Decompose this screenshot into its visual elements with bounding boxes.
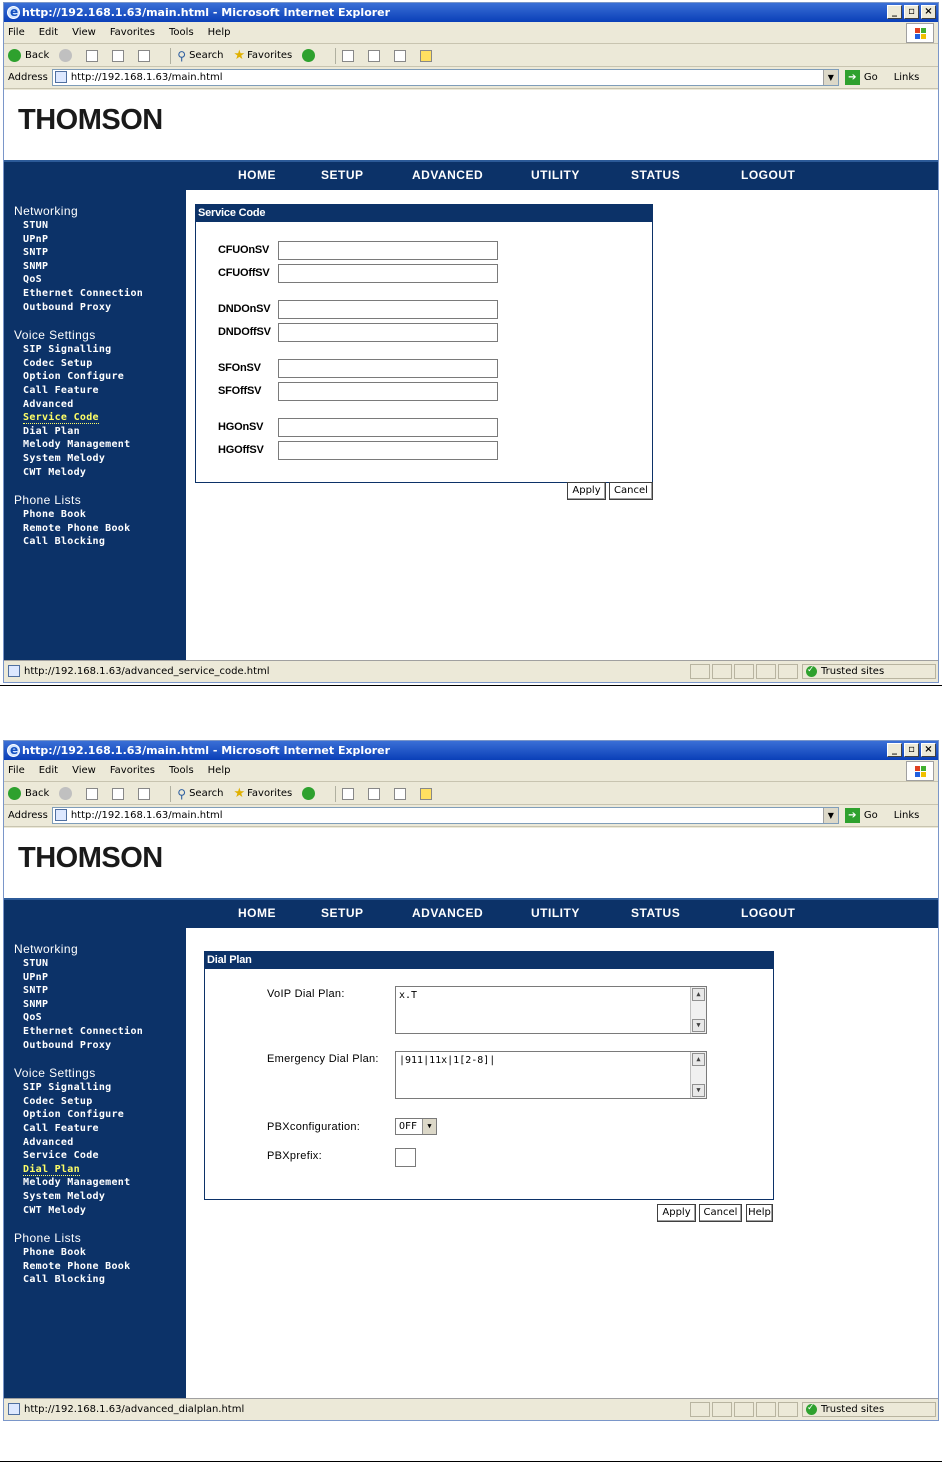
favorites-button[interactable]: ★ Favorites	[233, 786, 293, 801]
refresh-button[interactable]	[112, 50, 128, 62]
sidebar-item-stun[interactable]: STUN	[23, 958, 49, 969]
mail-icon	[342, 50, 354, 62]
address-bar	[4, 805, 938, 827]
history-icon	[302, 787, 315, 800]
status-segment	[712, 664, 732, 679]
back-arrow-icon	[8, 787, 21, 800]
sidebar-item-upnp[interactable]: UPnP	[23, 971, 49, 983]
top-navigation	[4, 160, 938, 190]
browser-window-service-code	[3, 2, 939, 683]
cancel-button[interactable]: Cancel	[699, 1204, 742, 1222]
sidebar-item-call-feature[interactable]: Call Feature	[23, 384, 99, 396]
menu-bar	[4, 760, 938, 782]
sidebar-item-outbound-proxy[interactable]: Outbound Proxy	[23, 301, 112, 313]
apply-button[interactable]: Apply	[657, 1204, 696, 1222]
help-button[interactable]: Help	[746, 1204, 773, 1222]
top-navigation	[4, 898, 938, 928]
thomson-logo: THOMSON	[18, 842, 163, 874]
go-button[interactable]: ➔ Go	[845, 70, 878, 85]
stop-icon	[86, 50, 98, 62]
sfonsv-label: SFOnSV	[218, 362, 261, 374]
toolbar	[4, 783, 938, 805]
mail-button[interactable]	[342, 788, 358, 800]
nav-logout[interactable]: LOGOUT	[741, 906, 796, 920]
sidebar-item-codec-setup[interactable]: Codec Setup	[23, 1095, 93, 1107]
sidebar-item-system-melody[interactable]: System Melody	[23, 452, 106, 464]
address-label: Address	[8, 810, 48, 821]
cfuoffsv-input[interactable]	[278, 264, 498, 283]
nav-home[interactable]: HOME	[238, 906, 276, 920]
history-button[interactable]	[302, 787, 319, 800]
sidebar-item-melody-management[interactable]: Melody Management	[23, 439, 131, 451]
window-title: http://192.168.1.63/main.html - Microsoft Internet Explorer	[22, 6, 391, 19]
sidebar-item-outbound-proxy[interactable]: Outbound Proxy	[23, 1039, 112, 1051]
edit-icon	[394, 788, 406, 800]
home-button[interactable]	[138, 50, 154, 62]
browser-window-dial-plan	[3, 740, 939, 1421]
status-segment	[756, 664, 776, 679]
dial-plan-panel	[204, 951, 774, 1200]
links-button[interactable]: Links	[893, 72, 920, 83]
thomson-logo: THOMSON	[18, 104, 163, 136]
menu-tools[interactable]: Tools	[169, 27, 194, 38]
history-button[interactable]	[302, 49, 319, 62]
panel-title: Service Code	[196, 205, 652, 222]
sidebar-item-qos[interactable]: QoS	[23, 1012, 42, 1024]
status-segment	[756, 1402, 776, 1417]
sidebar	[4, 928, 186, 1398]
cfuoffsv-label: CFUOffSV	[218, 267, 270, 279]
search-button[interactable]: ⚲ Search	[177, 786, 224, 801]
status-segment	[734, 1402, 754, 1417]
ie-icon	[7, 6, 20, 19]
status-bar	[4, 1398, 938, 1420]
security-zone: ✓ Trusted sites	[802, 664, 936, 679]
status-segment	[690, 664, 710, 679]
dndoffsv-input[interactable]	[278, 323, 498, 342]
sidebar-item-phone-book[interactable]: Phone Book	[23, 1247, 87, 1259]
address-dropdown-icon[interactable]: ▼	[823, 808, 838, 823]
edit-button[interactable]	[394, 788, 410, 800]
nav-home[interactable]: HOME	[238, 168, 276, 182]
sidebar-item-call-blocking[interactable]: Call Blocking	[23, 1274, 106, 1286]
refresh-icon	[112, 50, 124, 62]
hgonsv-label: HGOnSV	[218, 421, 264, 433]
sidebar-item-dial-plan[interactable]: Dial Plan	[23, 425, 80, 437]
note-icon	[420, 788, 432, 800]
sidebar-section-voice-settings: Voice Settings	[14, 1066, 96, 1081]
sidebar-item-advanced[interactable]: Advanced	[23, 1136, 74, 1148]
page-content	[4, 828, 938, 1398]
close-button[interactable]: ×	[921, 743, 936, 757]
separator-line	[0, 685, 942, 686]
sidebar-item-ethernet-connection[interactable]: Ethernet Connection	[23, 1025, 144, 1037]
search-button[interactable]: ⚲ Search	[177, 48, 224, 63]
sidebar-item-dial-plan[interactable]: Dial Plan	[23, 1163, 80, 1175]
star-icon: ★	[233, 48, 246, 63]
go-arrow-icon: ➔	[845, 808, 860, 823]
sidebar-item-sip-signalling[interactable]: SIP Signalling	[23, 344, 112, 356]
status-url: http://192.168.1.63/advanced_dialplan.html	[24, 1404, 245, 1415]
edit-button[interactable]	[394, 50, 410, 62]
address-label: Address	[8, 72, 48, 83]
voip-dial-plan-label: VoIP Dial Plan:	[267, 988, 345, 1000]
messenger-button[interactable]	[420, 50, 436, 62]
nav-setup[interactable]: SETUP	[321, 168, 364, 182]
nav-utility[interactable]: UTILITY	[531, 906, 580, 920]
page-icon	[8, 665, 20, 677]
status-url: http://192.168.1.63/advanced_service_code.html	[24, 666, 270, 677]
textarea-scrollbar[interactable]	[690, 1052, 706, 1098]
security-zone: ✓ Trusted sites	[802, 1402, 936, 1417]
pbx-prefix-label: PBXprefix:	[267, 1150, 322, 1162]
sidebar-item-advanced[interactable]: Advanced	[23, 398, 74, 410]
menu-bar	[4, 22, 938, 44]
pbx-configuration-label: PBXconfiguration:	[267, 1121, 361, 1133]
sidebar-item-sntp[interactable]: SNTP	[23, 985, 49, 997]
page-icon	[8, 1403, 20, 1415]
windows-logo-icon	[906, 761, 934, 781]
menu-help[interactable]: Help	[207, 765, 231, 776]
sidebar-section-networking: Networking	[14, 204, 79, 218]
stop-button[interactable]	[86, 788, 102, 800]
sidebar-item-option-configure[interactable]: Option Configure	[23, 371, 125, 383]
mail-icon	[342, 788, 354, 800]
home-icon	[138, 50, 150, 62]
menu-favorites[interactable]: Favorites	[109, 27, 156, 38]
restore-button[interactable]: ▫	[904, 743, 919, 757]
back-button[interactable]: Back	[8, 49, 49, 62]
go-button[interactable]: ➔ Go	[845, 808, 878, 823]
edit-icon	[394, 50, 406, 62]
scroll-down-icon[interactable]: ▼	[692, 1084, 705, 1097]
sidebar-item-sntp[interactable]: SNTP	[23, 247, 49, 259]
print-button[interactable]	[368, 50, 384, 62]
address-input[interactable]: http://192.168.1.63/main.html ▼	[52, 807, 839, 824]
sidebar-item-phone-book[interactable]: Phone Book	[23, 509, 87, 521]
title-bar	[4, 3, 938, 22]
menu-view[interactable]: View	[72, 765, 96, 776]
emergency-dial-plan-textarea[interactable]: |911|11x|1[2-8]| ▲ ▼	[395, 1051, 707, 1099]
dndoffsv-label: DNDOffSV	[218, 326, 271, 338]
panel-title: Dial Plan	[205, 952, 773, 969]
stop-icon	[86, 788, 98, 800]
sidebar-item-service-code[interactable]: Service Code	[23, 1150, 99, 1162]
sidebar-item-remote-phone-book[interactable]: Remote Phone Book	[23, 1260, 131, 1272]
sidebar-item-snmp[interactable]: SNMP	[23, 260, 49, 272]
forward-arrow-icon	[59, 49, 72, 62]
nav-advanced[interactable]: ADVANCED	[412, 168, 484, 182]
toolbar	[4, 45, 938, 67]
go-arrow-icon: ➔	[845, 70, 860, 85]
nav-utility[interactable]: UTILITY	[531, 168, 580, 182]
sfonsv-input[interactable]	[278, 359, 498, 378]
sfoffsv-input[interactable]	[278, 382, 498, 401]
status-segment	[712, 1402, 732, 1417]
restore-button[interactable]: ▫	[904, 5, 919, 19]
home-icon	[138, 788, 150, 800]
menu-edit[interactable]: Edit	[38, 765, 59, 776]
menu-edit[interactable]: Edit	[38, 27, 59, 38]
sidebar-item-cwt-melody[interactable]: CWT Melody	[23, 1204, 87, 1216]
sidebar-item-codec-setup[interactable]: Codec Setup	[23, 357, 93, 369]
address-bar	[4, 67, 938, 89]
toolbar-separator	[170, 786, 171, 802]
status-segment	[778, 664, 798, 679]
refresh-button[interactable]	[112, 788, 128, 800]
sidebar	[4, 190, 186, 660]
mail-button[interactable]	[342, 50, 358, 62]
status-bar	[4, 660, 938, 682]
page-content	[4, 90, 938, 660]
links-button[interactable]: Links	[893, 810, 920, 821]
cfuonsv-input[interactable]	[278, 241, 498, 260]
close-button[interactable]: ×	[921, 5, 936, 19]
sidebar-item-option-configure[interactable]: Option Configure	[23, 1109, 125, 1121]
minimize-button[interactable]: _	[887, 5, 902, 19]
menu-tools[interactable]: Tools	[169, 765, 194, 776]
sidebar-item-call-feature[interactable]: Call Feature	[23, 1122, 99, 1134]
sfoffsv-label: SFOffSV	[218, 385, 262, 397]
trusted-check-icon	[806, 666, 817, 677]
favorites-button[interactable]: ★ Favorites	[233, 48, 293, 63]
toolbar-separator	[335, 786, 336, 802]
menu-favorites[interactable]: Favorites	[109, 765, 156, 776]
chevron-down-icon: ▼	[422, 1119, 436, 1134]
scroll-down-icon[interactable]: ▼	[692, 1019, 705, 1032]
forward-arrow-icon	[59, 787, 72, 800]
print-icon	[368, 788, 380, 800]
ie-icon	[7, 744, 20, 757]
sidebar-section-networking: Networking	[14, 942, 79, 956]
page-icon	[55, 809, 67, 821]
menu-help[interactable]: Help	[207, 27, 231, 38]
cancel-button[interactable]: Cancel	[609, 482, 653, 500]
scroll-up-icon[interactable]: ▲	[692, 988, 705, 1001]
sidebar-item-qos[interactable]: QoS	[23, 274, 42, 286]
sidebar-section-phone-lists: Phone Lists	[14, 1231, 82, 1246]
star-icon: ★	[233, 786, 246, 801]
forward-button[interactable]	[59, 787, 76, 800]
sidebar-item-remote-phone-book[interactable]: Remote Phone Book	[23, 522, 131, 534]
sidebar-item-upnp[interactable]: UPnP	[23, 233, 49, 245]
voip-dial-plan-textarea[interactable]: x.T ▲ ▼	[395, 986, 707, 1034]
sidebar-item-snmp[interactable]: SNMP	[23, 998, 49, 1010]
textarea-scrollbar[interactable]	[690, 987, 706, 1033]
dndonsv-input[interactable]	[278, 300, 498, 319]
toolbar-separator	[170, 48, 171, 64]
status-segment	[778, 1402, 798, 1417]
pbx-prefix-input[interactable]	[395, 1148, 416, 1167]
address-dropdown-icon[interactable]: ▼	[823, 70, 838, 85]
refresh-icon	[112, 788, 124, 800]
minimize-button[interactable]: _	[887, 743, 902, 757]
sidebar-item-stun[interactable]: STUN	[23, 220, 49, 231]
sidebar-section-phone-lists: Phone Lists	[14, 493, 82, 508]
print-button[interactable]	[368, 788, 384, 800]
sidebar-item-melody-management[interactable]: Melody Management	[23, 1177, 131, 1189]
apply-button[interactable]: Apply	[567, 482, 606, 500]
dndonsv-label: DNDOnSV	[218, 303, 271, 315]
title-bar	[4, 741, 938, 760]
nav-status[interactable]: STATUS	[631, 168, 681, 182]
back-arrow-icon	[8, 49, 21, 62]
back-button[interactable]: Back	[8, 787, 49, 800]
sidebar-item-service-code[interactable]: Service Code	[23, 412, 99, 424]
separator-line	[0, 1461, 942, 1462]
hgoffsv-label: HGOffSV	[218, 444, 264, 456]
cfuonsv-label: CFUOnSV	[218, 244, 270, 256]
windows-logo-icon	[906, 23, 934, 43]
print-icon	[368, 50, 380, 62]
hgonsv-input[interactable]	[278, 418, 498, 437]
menu-view[interactable]: View	[72, 27, 96, 38]
search-icon: ⚲	[177, 786, 187, 801]
stop-button[interactable]	[86, 50, 102, 62]
scroll-up-icon[interactable]: ▲	[692, 1053, 705, 1066]
nav-setup[interactable]: SETUP	[321, 906, 364, 920]
status-segment	[734, 664, 754, 679]
search-icon: ⚲	[177, 48, 187, 63]
sidebar-item-sip-signalling[interactable]: SIP Signalling	[23, 1082, 112, 1094]
menu-file[interactable]: File	[8, 765, 25, 776]
sidebar-item-call-blocking[interactable]: Call Blocking	[23, 536, 106, 548]
sidebar-item-cwt-melody[interactable]: CWT Melody	[23, 466, 87, 478]
toolbar-separator	[335, 48, 336, 64]
nav-logout[interactable]: LOGOUT	[741, 168, 796, 182]
nav-advanced[interactable]: ADVANCED	[412, 906, 484, 920]
note-icon	[420, 50, 432, 62]
page-icon	[55, 71, 67, 83]
sidebar-item-ethernet-connection[interactable]: Ethernet Connection	[23, 287, 144, 299]
hgoffsv-input[interactable]	[278, 441, 498, 460]
trusted-check-icon	[806, 1404, 817, 1415]
window-title: http://192.168.1.63/main.html - Microsoft Internet Explorer	[22, 744, 391, 757]
address-input[interactable]: http://192.168.1.63/main.html ▼	[52, 69, 839, 86]
messenger-button[interactable]	[420, 788, 436, 800]
menu-file[interactable]: File	[8, 27, 25, 38]
forward-button[interactable]	[59, 49, 76, 62]
home-button[interactable]	[138, 788, 154, 800]
history-icon	[302, 49, 315, 62]
pbx-configuration-select[interactable]: OFF ▼	[395, 1118, 437, 1135]
sidebar-section-voice-settings: Voice Settings	[14, 328, 96, 343]
nav-status[interactable]: STATUS	[631, 906, 681, 920]
emergency-dial-plan-label: Emergency Dial Plan:	[267, 1053, 379, 1065]
sidebar-item-system-melody[interactable]: System Melody	[23, 1190, 106, 1202]
status-segment	[690, 1402, 710, 1417]
service-code-panel	[195, 204, 653, 483]
